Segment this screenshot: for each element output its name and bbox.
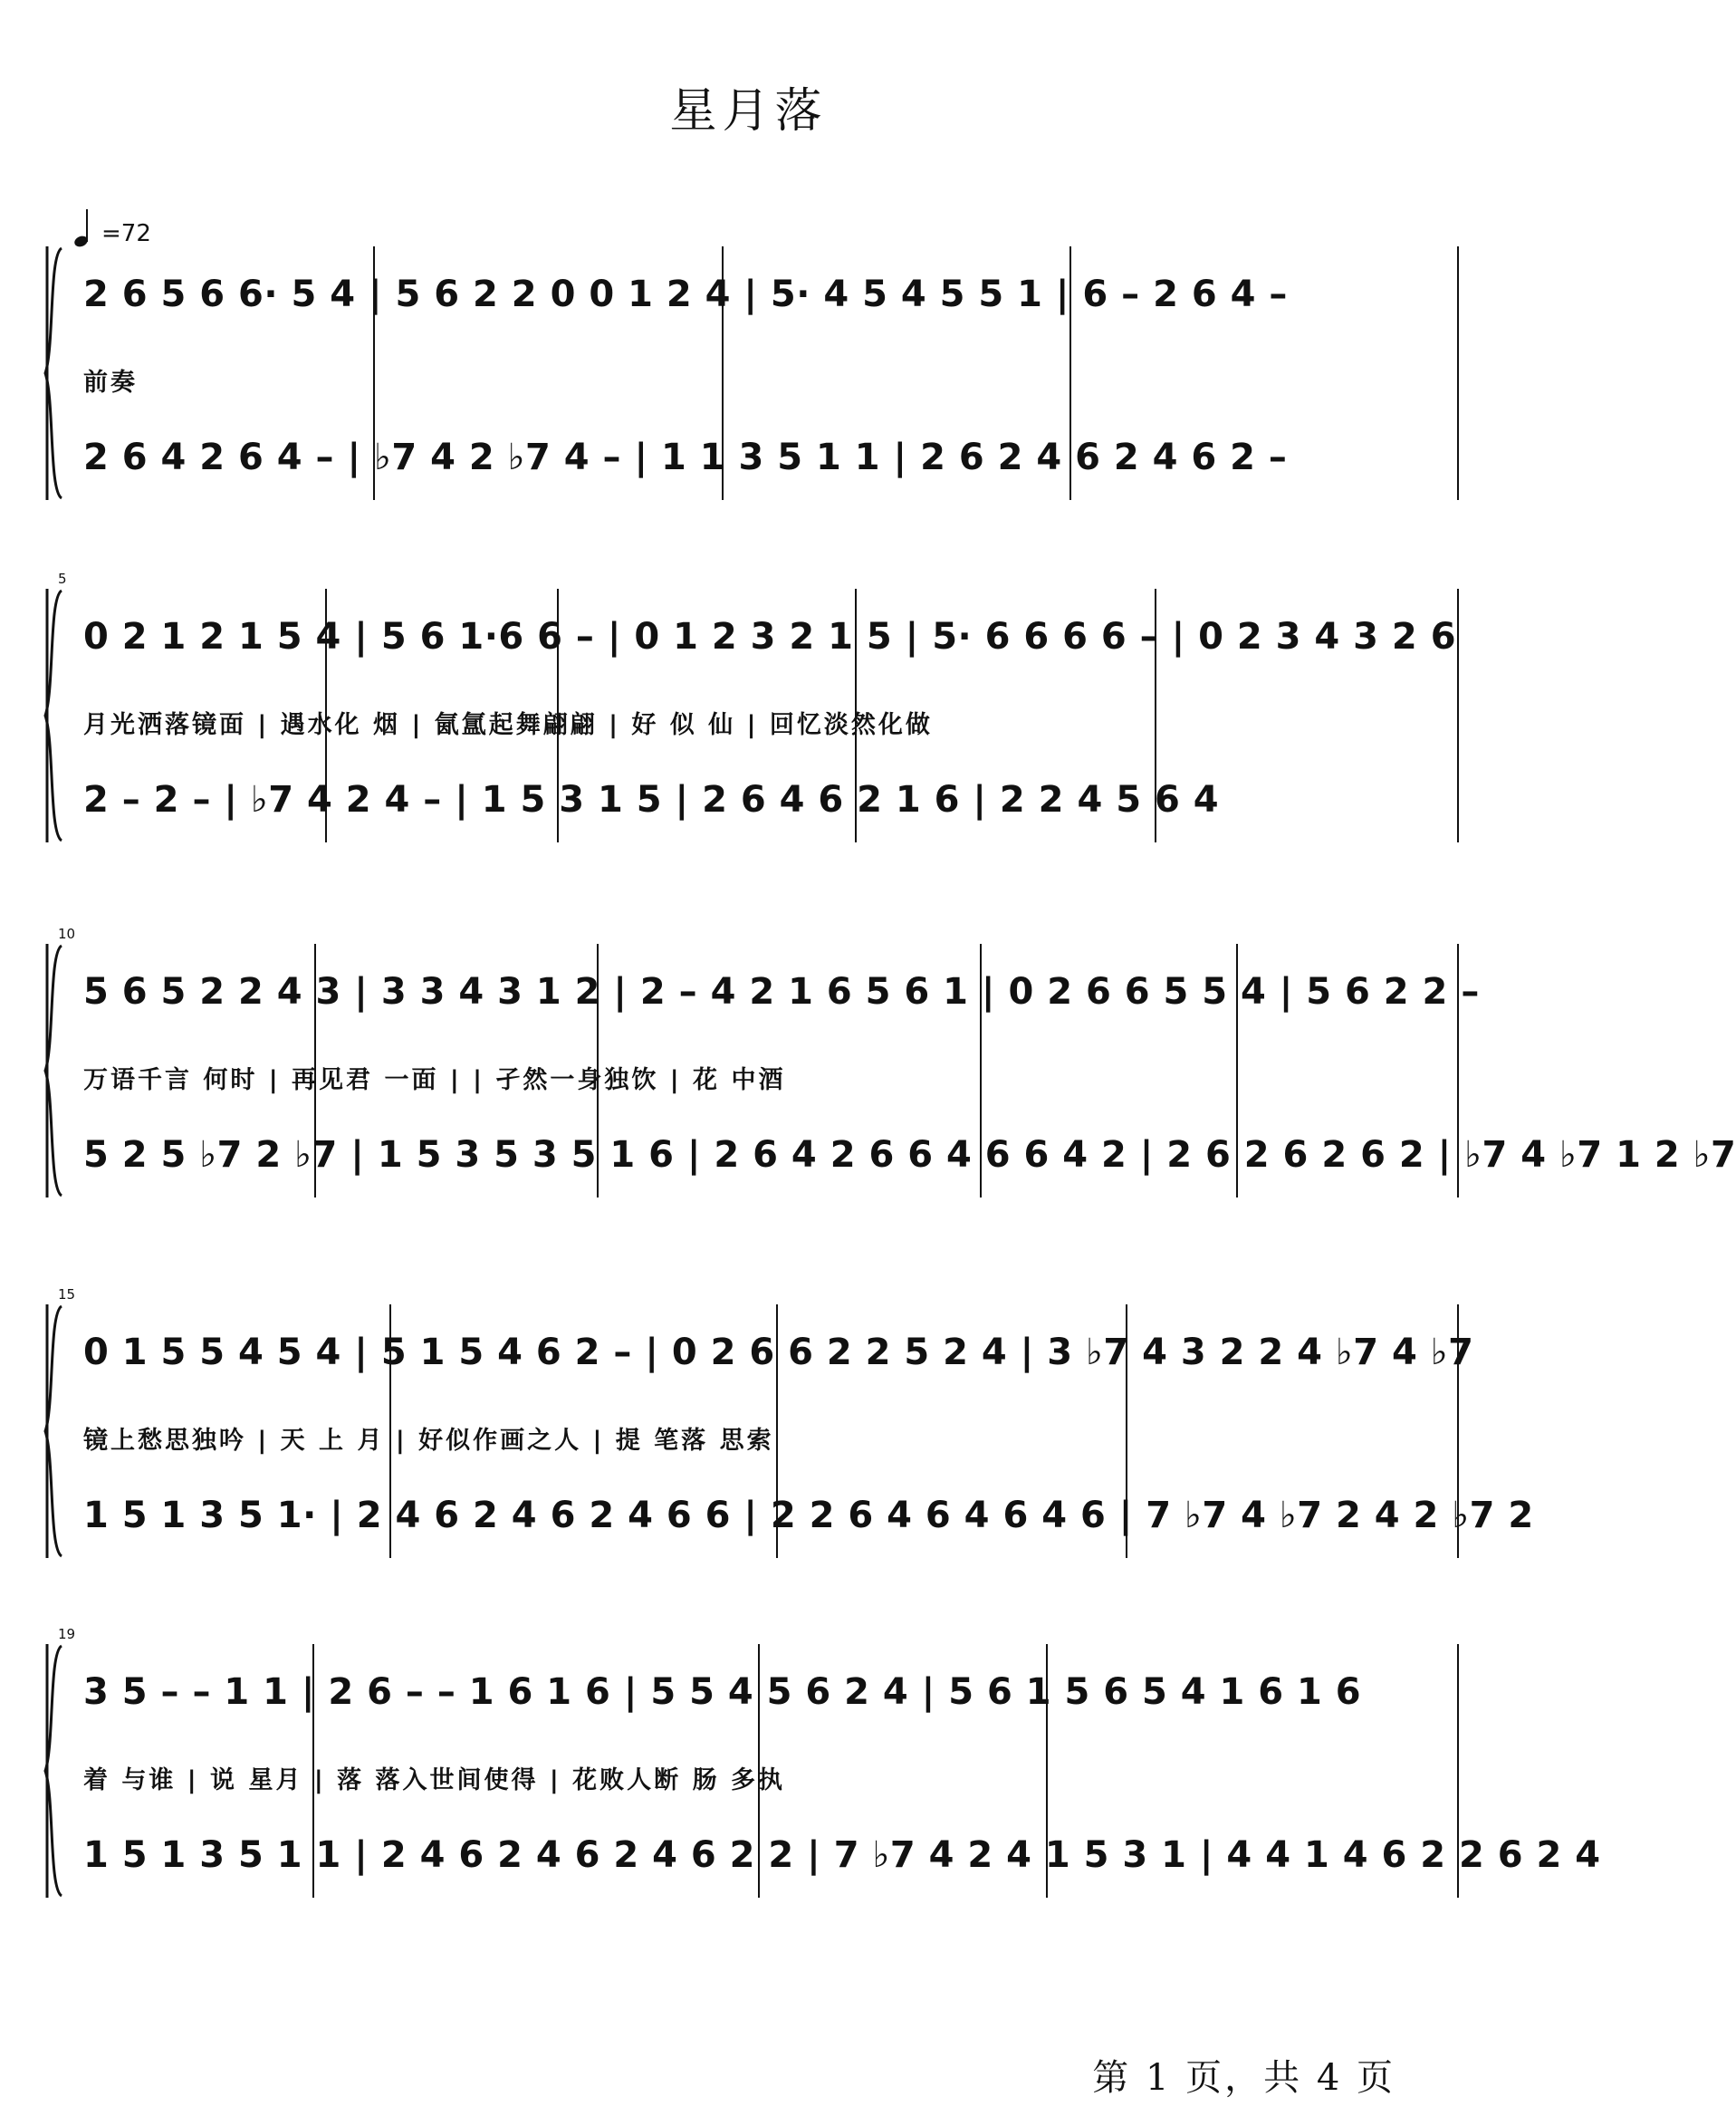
score-system-4 xyxy=(43,1286,1534,1558)
treble-notation: 0 2 1 2 1 5 4 | 5 6 1·6 6 – | 0 1 2 3 2 1 5 | 5· 6 6 6 6 – | 0 2 3 4 3 2 6 xyxy=(83,616,1457,658)
measure-number: 10 xyxy=(58,926,76,942)
bass-notation: 2 – 2 – | ♭7 4 2 4 – | 1 5 3 1 5 | 2 6 4 6 2 1 6 | 2 2 4 5 6 4 xyxy=(83,779,1220,821)
bass-notation: 2 6 4 2 6 4 – | ♭7 4 2 ♭7 4 – | 1 1 3 5 1 1 | 2 6 2 4 6 2 4 6 2 – xyxy=(83,437,1288,478)
lyrics-line: 万语千言 何时 | 再见君 一面 | | 孑然一身独饮 | 花 中酒 xyxy=(83,1066,786,1094)
measure-number: 15 xyxy=(58,1286,76,1303)
score-system-2 xyxy=(43,571,1461,842)
page-number: 第 1 页，共 4 页 xyxy=(1092,2057,1396,2099)
tempo-value: =72 xyxy=(101,220,151,247)
bass-notation: 1 5 1 3 5 1 1 | 2 4 6 2 4 6 2 4 6 2 2 | 7 ♭7 4 2 4 1 5 3 1 | 4 4 1 4 6 2 2 6 2 4 xyxy=(83,1834,1601,1876)
score-system-1 xyxy=(43,246,1461,500)
bass-notation: 1 5 1 3 5 1· | 2 4 6 2 4 6 2 4 6 6 | 2 2 6 4 6 4 6 4 6 | 7 ♭7 4 ♭7 2 4 2 ♭7 2 xyxy=(83,1495,1534,1536)
treble-notation: 5 6 5 2 2 4 3 | 3 3 4 3 1 2 | 2 – 4 2 1 6 5 6 1 | 0 2 6 6 5 5 4 | 5 6 2 2 – xyxy=(83,971,1480,1013)
score-system-5 xyxy=(43,1626,1601,1898)
measure-number: 19 xyxy=(58,1626,76,1642)
measure-number: 5 xyxy=(58,571,67,587)
quarter-note-icon xyxy=(74,210,101,246)
lyrics-line: 前奏 xyxy=(83,369,138,397)
lyrics-line: 着 与谁 | 说 星月 | 落 落入世间使得 | 花败人断 肠 多执 xyxy=(83,1766,785,1794)
bass-notation: 5 2 5 ♭7 2 ♭7 | 1 5 3 5 3 5 1 6 | 2 6 4 2 6 6 4 6 6 4 2 | 2 6 2 6 2 6 2 | ♭7 4 ♭7 1 2 ♭7 xyxy=(83,1134,1736,1176)
score-system-3 xyxy=(43,926,1736,1197)
treble-notation: 2 6 5 6 6· 5 4 | 5 6 2 2 0 0 1 2 4 | 5· 4 5 4 5 5 1 | 6 – 2 6 4 – xyxy=(83,274,1288,315)
treble-notation: 0 1 5 5 4 5 4 | 5 1 5 4 6 2 – | 0 2 6 6 2 2 5 2 4 | 3 ♭7 4 3 2 2 4 ♭7 4 ♭7 xyxy=(83,1332,1474,1373)
score-title: 星月落 xyxy=(669,84,828,139)
treble-notation: 3 5 – – 1 1 | 2 6 – – 1 6 1 6 | 5 5 4 5 6 2 4 | 5 6 1 5 6 5 4 1 6 1 6 xyxy=(83,1671,1362,1713)
tempo-marking xyxy=(74,210,151,247)
lyrics-line: 月光洒落镜面 | 遇水化 烟 | 氤氲起舞翩翩 | 好 似 仙 | 回忆淡然化做 xyxy=(83,711,933,739)
lyrics-line: 镜上愁思独吟 | 天 上 月 | 好似作画之人 | 提 笔落 思索 xyxy=(83,1427,774,1455)
